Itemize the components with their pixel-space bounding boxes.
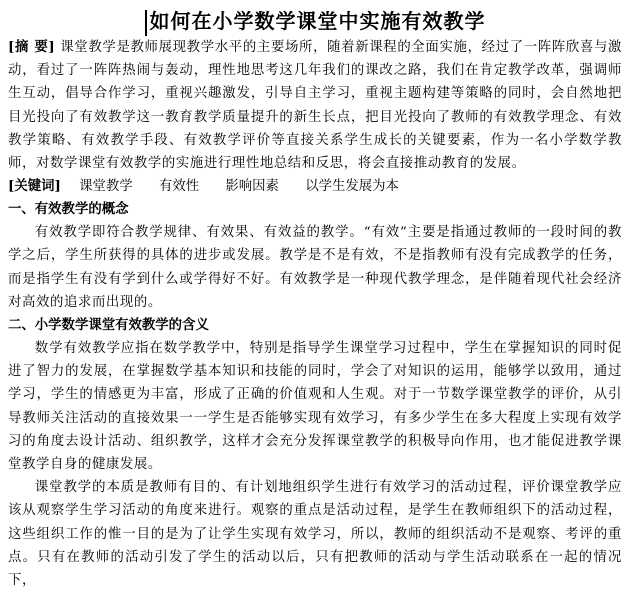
section-heading-2: 二、小学数学课堂有效教学的含义 bbox=[8, 317, 209, 334]
abstract-paragraph bbox=[8, 36, 622, 175]
section-2-paragraph-1: 数学有效教学应指在数学教学中，特别是指导学生课堂学习过程中，学生在掌握知识的同时促进了智力的发展，在掌握数学基本知识和技能的同时，学会了对知识的运用，能够学以致用，通过学习，学生的情感更为丰富，形成了正确的价值观和人生观。对于一节数学课堂教学的评价，从引导教师关注活动的直接效果一一学生是否能够实现有效学习，有多少学生在多大程度上实现有效学习的角度去设计活动、组织教学，这样才会充分发挥课堂教学的积极导向作用，也才能促进教学课堂教学自身的健康发展。 bbox=[8, 341, 622, 473]
keyword-item: 影响因素 bbox=[225, 179, 279, 195]
keyword-item: 以学生发展为本 bbox=[305, 179, 399, 195]
keywords-line bbox=[8, 175, 622, 198]
abstract-label: [摘 要] bbox=[8, 39, 56, 55]
section-heading-1: 一、有效教学的概念 bbox=[8, 201, 129, 218]
abstract-text: 课堂教学是教师展现教学水平的主要场所，随着新课程的全面实施，经过了一阵阵欣喜与激动，看过了一阵阵热闹与轰动，理性地思考这几年我们的课改之路，我们在肯定教学改革，强调师生互动，倡导合作学习，重视兴趣激发，引导自主学习，重视主题构建等策略的同时，会自然地把目光投向了有效教学这一教育教学质量提升的新生长点，把目光投向了教师的有效教学理念、有效教学策略、有效教学手段、有效教学评价等直接关系学生成长的关键要素，作为一名小学数学教师，对数学课堂有效教学的实施进行理性地总结和反思，将会直接推动教育的发展。 bbox=[8, 40, 623, 172]
section-1-paragraph: 有效教学即符合教学规律、有效果、有效益的教学。“有效”主要是指通过教师的一段时间的教学之后，学生所获得的具体的进步或发展。教学是不是有效，不是指教师有没有完成教学的任务，而是指学生有没有学到什么或学得好不好。有效教学是一种现代教学理念，是伴随着现代社会经济对高效的追求而出现的。 bbox=[8, 225, 622, 310]
document-title bbox=[8, 0, 622, 36]
section-2-paragraph-2: 课堂教学的本质是教师有目的、有计划地组织学生进行有效学习的活动过程，评价课堂教学应该从观察学生学习活动的角度来进行。观察的重点是活动过程，是学生在教师组织下的活动过程，这些组织工作的惟一目的是为了让学生实现有效学习，所以，教师的组织活动不是观察、考评的重点。只有在教师的活动引发了学生的活动以后，只有把教师的活动与学生活动联系在一起的情况下， bbox=[8, 480, 622, 589]
text-cursor bbox=[145, 10, 147, 36]
keyword-item: 课堂教学 bbox=[79, 179, 133, 195]
keywords-label: [关键词] bbox=[8, 178, 61, 195]
keyword-item: 有效性 bbox=[158, 179, 200, 195]
document-title-text: 如何在小学数学课堂中实施有效教学 bbox=[149, 9, 486, 33]
